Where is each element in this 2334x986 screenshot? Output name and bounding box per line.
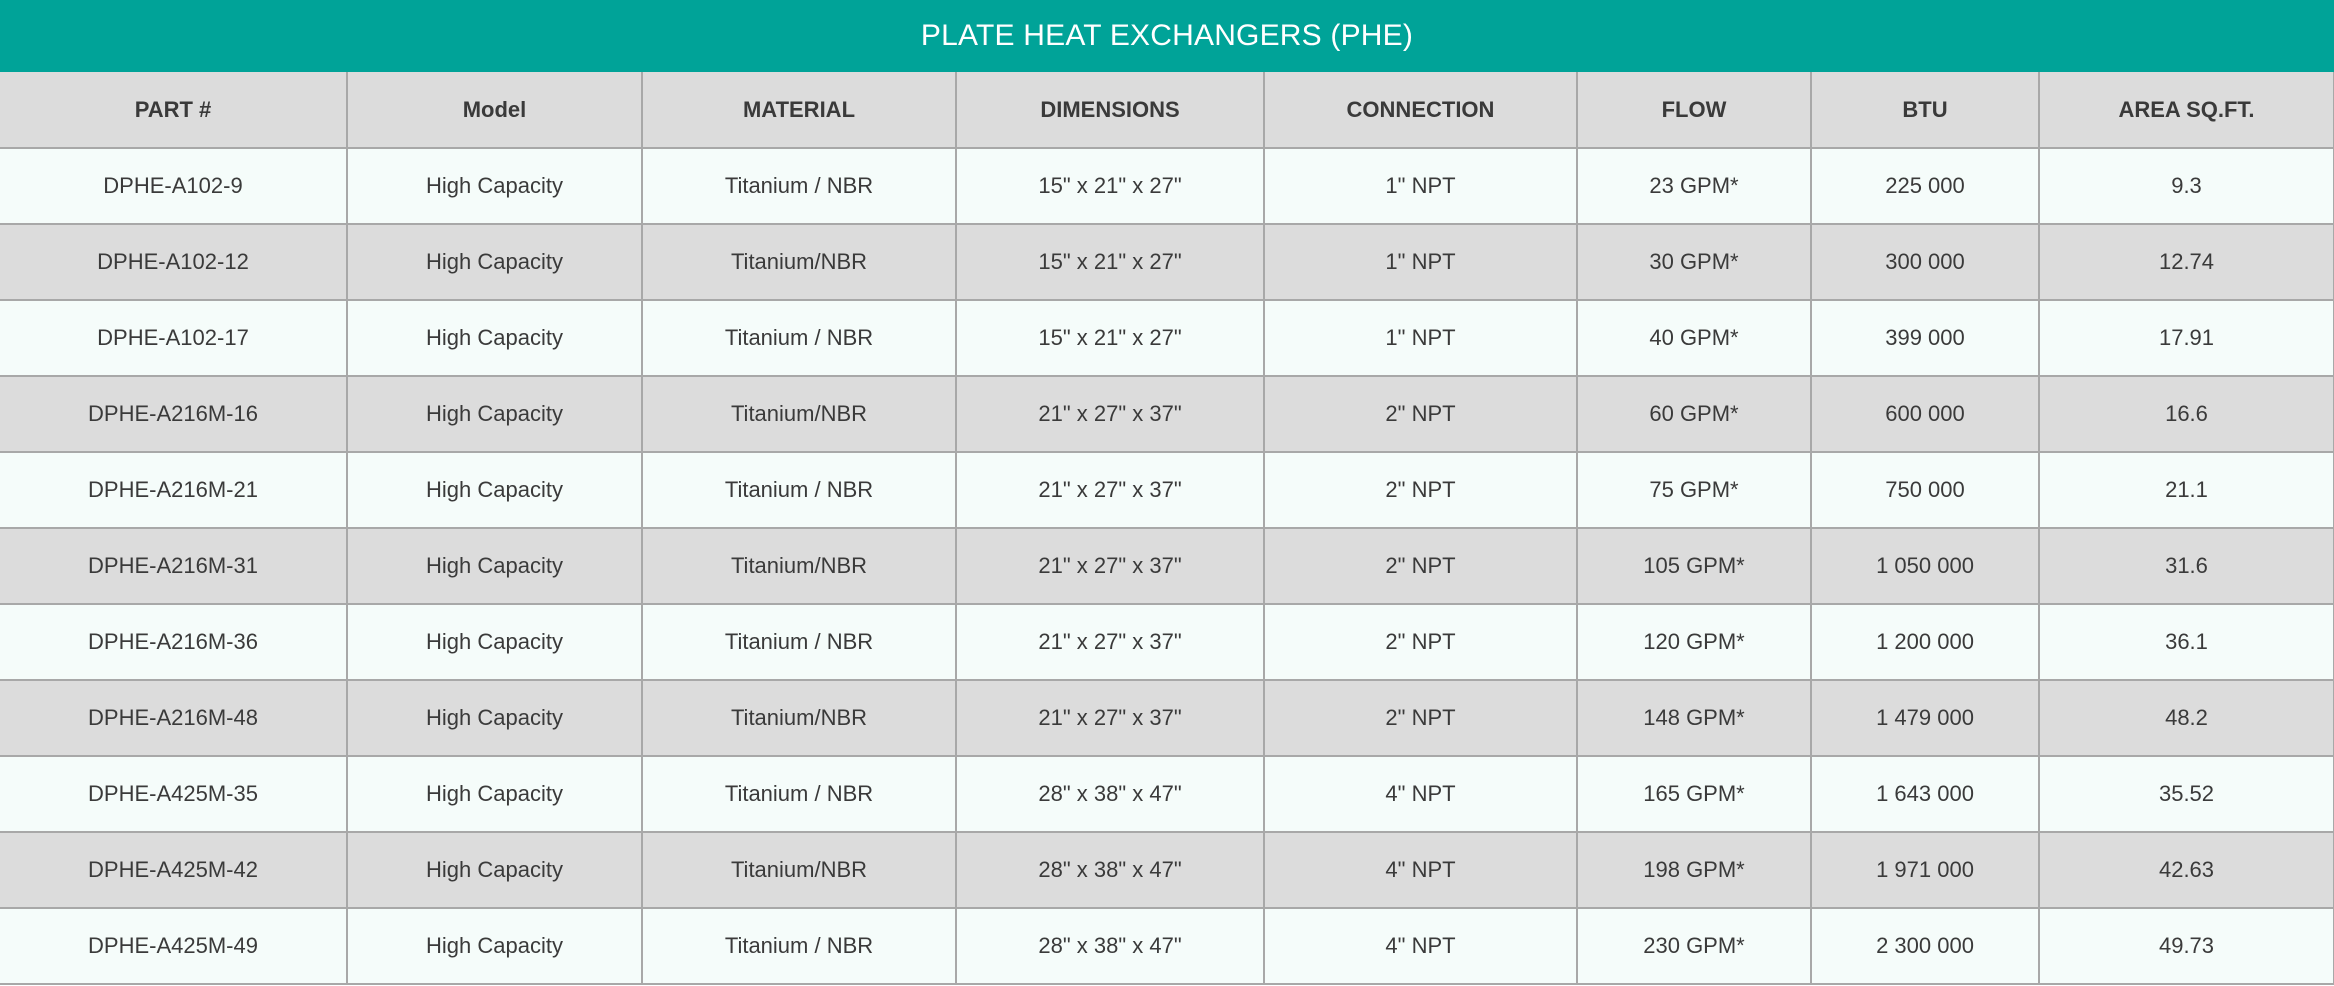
table-cell: 148 GPM* [1577,680,1811,756]
table-cell: 60 GPM* [1577,376,1811,452]
table-cell: 21" x 27" x 37" [956,604,1264,680]
table-cell: DPHE-A216M-36 [0,604,347,680]
table-cell: High Capacity [347,604,642,680]
table-cell: 75 GPM* [1577,452,1811,528]
table-cell: High Capacity [347,908,642,984]
table-cell: 600 000 [1811,376,2039,452]
table-cell: 30 GPM* [1577,224,1811,300]
table-cell: Titanium / NBR [642,452,956,528]
table-cell: DPHE-A425M-35 [0,756,347,832]
table-cell: 2" NPT [1264,680,1577,756]
table-body [0,148,2334,984]
table-cell: 21" x 27" x 37" [956,452,1264,528]
table-cell: 4" NPT [1264,908,1577,984]
table-row [0,224,2334,300]
table-cell: 21.1 [2039,452,2334,528]
table-cell: 1 971 000 [1811,832,2039,908]
table-cell: 2" NPT [1264,376,1577,452]
table-cell: 49.73 [2039,908,2334,984]
table-cell: 15" x 21" x 27" [956,300,1264,376]
table-cell: 15" x 21" x 27" [956,224,1264,300]
table-cell: 15" x 21" x 27" [956,148,1264,224]
table-cell: High Capacity [347,528,642,604]
table-cell: 21" x 27" x 37" [956,528,1264,604]
table-cell: 225 000 [1811,148,2039,224]
table-cell: Titanium/NBR [642,376,956,452]
table-cell: DPHE-A216M-21 [0,452,347,528]
column-header-row [0,72,2334,148]
table-cell: 1 643 000 [1811,756,2039,832]
table-cell: 28" x 38" x 47" [956,908,1264,984]
table-cell: 1" NPT [1264,300,1577,376]
table-cell: 1 479 000 [1811,680,2039,756]
table-cell: 198 GPM* [1577,832,1811,908]
table-cell: DPHE-A425M-49 [0,908,347,984]
table-cell: Titanium/NBR [642,224,956,300]
table-cell: DPHE-A216M-31 [0,528,347,604]
table-row [0,148,2334,224]
table-cell: 31.6 [2039,528,2334,604]
column-header: FLOW [1577,72,1811,148]
table-cell: Titanium / NBR [642,300,956,376]
table-cell: 1" NPT [1264,148,1577,224]
table-cell: 9.3 [2039,148,2334,224]
table-cell: 36.1 [2039,604,2334,680]
table-cell: High Capacity [347,832,642,908]
table-cell: High Capacity [347,452,642,528]
table-cell: 105 GPM* [1577,528,1811,604]
table-cell: 28" x 38" x 47" [956,832,1264,908]
table-cell: DPHE-A102-17 [0,300,347,376]
table-cell: 4" NPT [1264,832,1577,908]
table-cell: 2 300 000 [1811,908,2039,984]
table-row [0,376,2334,452]
table-cell: 1" NPT [1264,224,1577,300]
table-cell: Titanium / NBR [642,908,956,984]
table-title: PLATE HEAT EXCHANGERS (PHE) [0,0,2334,72]
table-cell: High Capacity [347,376,642,452]
table-row [0,908,2334,984]
table-cell: 40 GPM* [1577,300,1811,376]
table-cell: 1 050 000 [1811,528,2039,604]
table-cell: 12.74 [2039,224,2334,300]
table-cell: Titanium/NBR [642,528,956,604]
table-row [0,452,2334,528]
table-row [0,604,2334,680]
table-cell: 2" NPT [1264,604,1577,680]
column-header: Model [347,72,642,148]
table-cell: 21" x 27" x 37" [956,680,1264,756]
table-cell: High Capacity [347,756,642,832]
table-cell: 750 000 [1811,452,2039,528]
column-header: PART # [0,72,347,148]
table-row [0,528,2334,604]
table-cell: High Capacity [347,680,642,756]
table-cell: High Capacity [347,148,642,224]
table-cell: DPHE-A425M-42 [0,832,347,908]
table-cell: DPHE-A216M-16 [0,376,347,452]
table-cell: Titanium / NBR [642,604,956,680]
table-cell: 2" NPT [1264,528,1577,604]
table-row [0,300,2334,376]
table-cell: 17.91 [2039,300,2334,376]
table-cell: Titanium / NBR [642,756,956,832]
table-cell: Titanium/NBR [642,832,956,908]
table-cell: 16.6 [2039,376,2334,452]
table-row [0,756,2334,832]
table-row [0,832,2334,908]
table-cell: 23 GPM* [1577,148,1811,224]
table-cell: 399 000 [1811,300,2039,376]
table-cell: 300 000 [1811,224,2039,300]
table-row [0,680,2334,756]
table-cell: 4" NPT [1264,756,1577,832]
table-cell: 28" x 38" x 47" [956,756,1264,832]
table-cell: 165 GPM* [1577,756,1811,832]
column-header: AREA SQ.FT. [2039,72,2334,148]
table-cell: DPHE-A102-12 [0,224,347,300]
column-header: MATERIAL [642,72,956,148]
table-cell: 42.63 [2039,832,2334,908]
table-cell: 230 GPM* [1577,908,1811,984]
table-cell: 48.2 [2039,680,2334,756]
table-cell: 35.52 [2039,756,2334,832]
column-header: CONNECTION [1264,72,1577,148]
table-cell: 2" NPT [1264,452,1577,528]
table-cell: DPHE-A216M-48 [0,680,347,756]
table-cell: Titanium/NBR [642,680,956,756]
phe-table [0,72,2334,985]
table-cell: 21" x 27" x 37" [956,376,1264,452]
column-header: BTU [1811,72,2039,148]
column-header: DIMENSIONS [956,72,1264,148]
table-cell: 120 GPM* [1577,604,1811,680]
table-cell: 1 200 000 [1811,604,2039,680]
table-cell: High Capacity [347,300,642,376]
table-cell: High Capacity [347,224,642,300]
table-cell: Titanium / NBR [642,148,956,224]
table-cell: DPHE-A102-9 [0,148,347,224]
